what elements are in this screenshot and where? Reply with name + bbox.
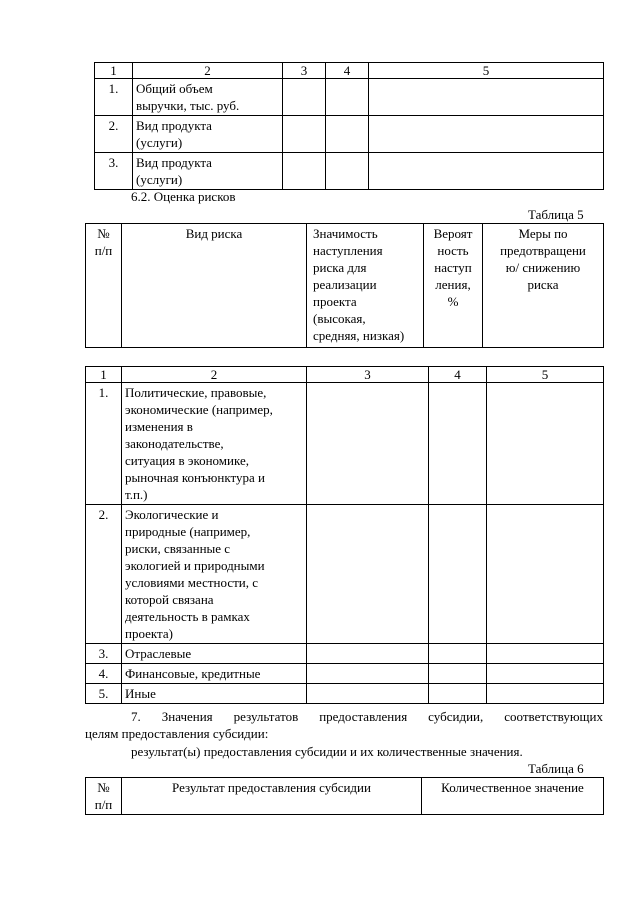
section-7-line-1: 7. Значения результатов предоставления субсидии, соответствующих [131, 709, 603, 724]
table-5-caption: Таблица 5 [528, 207, 584, 222]
empty-cell[interactable] [307, 684, 429, 704]
empty-cell[interactable] [487, 644, 604, 664]
empty-cell[interactable] [369, 116, 604, 153]
header-result: Результат предоставления субсидии [122, 778, 422, 815]
row-number: 3. [95, 153, 133, 190]
table-6 [85, 777, 604, 815]
table-5-body [85, 366, 604, 704]
table-4 [94, 62, 604, 190]
empty-cell[interactable] [283, 153, 326, 190]
table-row [86, 684, 604, 704]
header-probability: Вероят ность наступ ления, % [424, 224, 483, 348]
empty-cell[interactable] [487, 383, 604, 505]
table-row [86, 644, 604, 664]
section-7-line-3: результат(ы) предоставления субсидии и их количественные значения. [131, 744, 523, 759]
header-measures: Меры по предотвращени ю/ снижению риска [483, 224, 604, 348]
table-4-number-row [95, 63, 604, 79]
empty-cell[interactable] [307, 644, 429, 664]
row-number: 2. [95, 116, 133, 153]
row-label: Иные [122, 684, 307, 704]
empty-cell[interactable] [487, 664, 604, 684]
row-label: Отраслевые [122, 644, 307, 664]
empty-cell[interactable] [369, 153, 604, 190]
empty-cell[interactable] [326, 153, 369, 190]
empty-cell[interactable] [429, 505, 487, 644]
table-6-caption: Таблица 6 [528, 761, 584, 776]
empty-cell[interactable] [307, 505, 429, 644]
section-7-line-2: целям предоставления субсидии: [85, 726, 269, 741]
row-number: 1. [95, 79, 133, 116]
row-label: Экологические и природные (например, риски, связанные с экологией и природными условиями местности, с которой связана деятельность в рамках проекта) [122, 505, 307, 644]
row-label: Политические, правовые, экономические (например, изменения в законодательстве, ситуация в экономике, рыночная конъюнктура и т.п.) [122, 383, 307, 505]
empty-cell[interactable] [283, 116, 326, 153]
table-row [95, 153, 604, 190]
table-4-colnum: 3 [283, 63, 326, 79]
empty-cell[interactable] [369, 79, 604, 116]
section-6-2-heading: 6.2. Оценка рисков [131, 189, 236, 204]
table-row [95, 79, 604, 116]
empty-cell[interactable] [326, 79, 369, 116]
table-5-colnum: 2 [122, 367, 307, 383]
header-significance: Значимость наступления риска для реализации проекта (высокая, средняя, низкая) [307, 224, 424, 348]
table-4-colnum: 4 [326, 63, 369, 79]
empty-cell[interactable] [429, 664, 487, 684]
empty-cell[interactable] [283, 79, 326, 116]
table-row [86, 383, 604, 505]
table-4-colnum: 5 [369, 63, 604, 79]
row-label: Вид продукта (услуги) [133, 153, 283, 190]
row-label: Финансовые, кредитные [122, 664, 307, 684]
row-number: 5. [86, 684, 122, 704]
table-5-colnum: 4 [429, 367, 487, 383]
header-quantity: Количественное значение [422, 778, 604, 815]
table-5-colnum: 5 [487, 367, 604, 383]
table-row [86, 505, 604, 644]
row-number: 1. [86, 383, 122, 505]
table-4-colnum: 1 [95, 63, 133, 79]
row-number: 4. [86, 664, 122, 684]
row-label: Вид продукта (услуги) [133, 116, 283, 153]
header-risk-type: Вид риска [122, 224, 307, 348]
table-4-colnum: 2 [133, 63, 283, 79]
row-label: Общий объем выручки, тыс. руб. [133, 79, 283, 116]
header-number: № п/п [86, 224, 122, 348]
empty-cell[interactable] [487, 684, 604, 704]
empty-cell[interactable] [429, 383, 487, 505]
empty-cell[interactable] [487, 505, 604, 644]
table-5-number-row [86, 367, 604, 383]
empty-cell[interactable] [307, 383, 429, 505]
table-row [95, 116, 604, 153]
row-number: 2. [86, 505, 122, 644]
table-5-header [85, 223, 604, 348]
row-number: 3. [86, 644, 122, 664]
empty-cell[interactable] [326, 116, 369, 153]
empty-cell[interactable] [429, 684, 487, 704]
table-5-colnum: 1 [86, 367, 122, 383]
table-5-colnum: 3 [307, 367, 429, 383]
header-number: № п/п [86, 778, 122, 815]
table-row [86, 664, 604, 684]
empty-cell[interactable] [307, 664, 429, 684]
empty-cell[interactable] [429, 644, 487, 664]
